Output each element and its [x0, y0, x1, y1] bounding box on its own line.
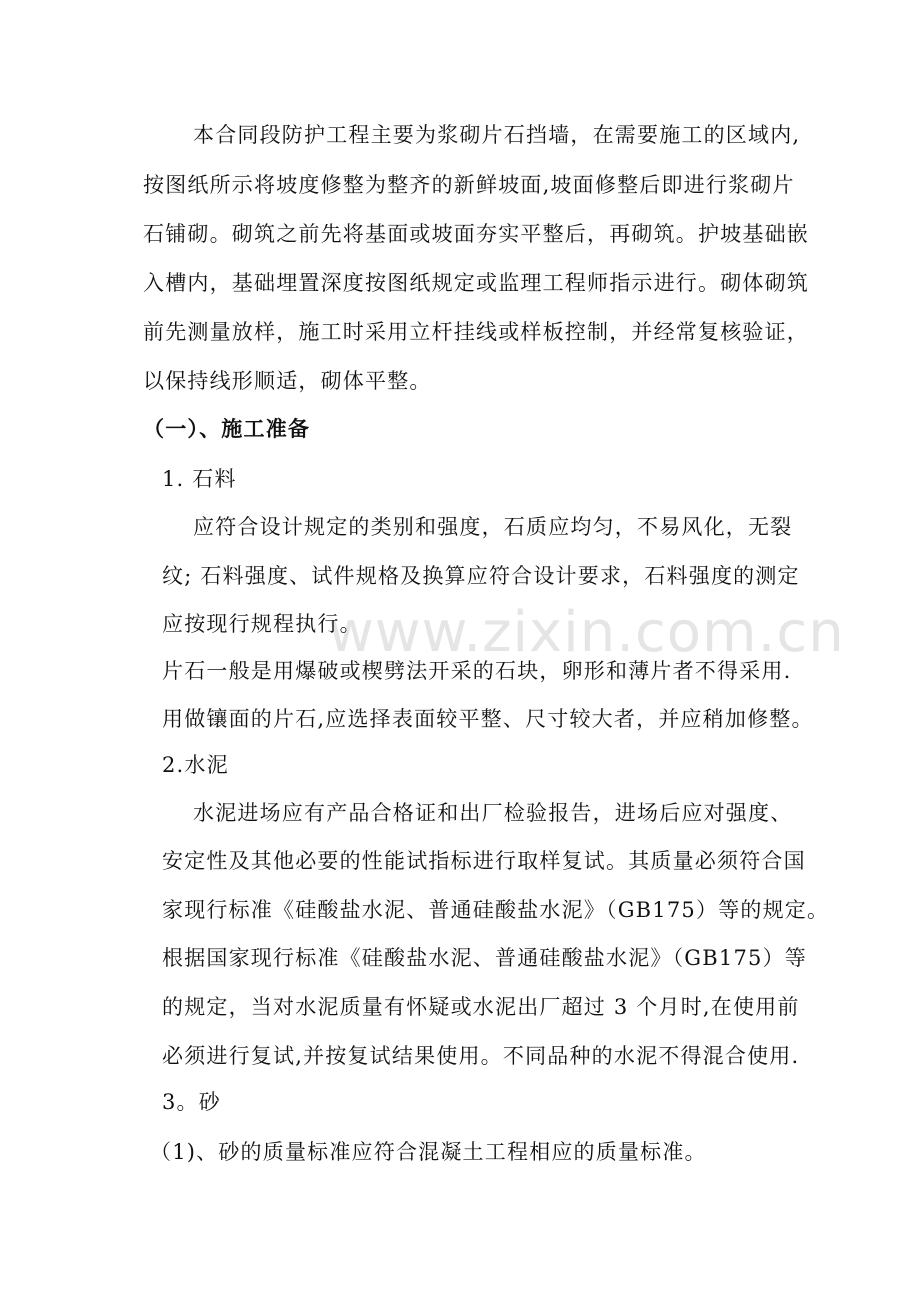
section-heading: （一）、施工准备: [143, 416, 311, 441]
item2-line-1: 水泥进场应有产品合格证和出厂检验报告，进场后应对强度、: [193, 801, 793, 825]
watermark: www.zixin.com.cn: [328, 600, 845, 665]
intro-line-5: 前先测量放样，施工时采用立杆挂线或样板控制，并经常复核验证，: [143, 320, 809, 344]
item2-title: 2.水泥: [162, 753, 229, 777]
item3-line-1: （1)、砂的质量标准应符合混凝土工程相应的质量标准。: [150, 1140, 707, 1164]
item2-line-3: 家现行标准《硅酸盐水泥、普通硅酸盐水泥》（GB175）等的规定。: [162, 898, 830, 922]
item1-line-2: 纹; 石料强度、试件规格及换算应符合设计要求，石料强度的测定: [162, 564, 800, 588]
item2-line-4: 根据国家现行标准《硅酸盐水泥、普通硅酸盐水泥》（GB175）等: [162, 946, 807, 970]
intro-line-3: 石铺砌。砌筑之前先将基面或坡面夯实平整后，再砌筑。护坡基础嵌: [143, 222, 809, 246]
intro-line-4: 入槽内，基础埋置深度按图纸规定或监理工程师指示进行。砌体砌筑: [143, 271, 809, 295]
item2-line-5: 的规定，当对水泥质量有怀疑或水泥出厂超过 3 个月时,在使用前: [162, 995, 800, 1019]
item3-title: 3。砂: [162, 1090, 221, 1114]
item1-line-5: 用做镶面的片石,应选择表面较平整、尺寸较大者，并应稍加修整。: [162, 707, 814, 731]
item1-title: 1. 石料: [162, 467, 237, 491]
item1-line-1: 应符合设计规定的类别和强度，石质应均匀，不易风化，无裂: [193, 515, 793, 539]
item2-line-2: 安定性及其他必要的性能试指标进行取样复试。其质量必须符合国: [162, 849, 806, 873]
item1-line-3: 应按现行规程执行。: [162, 612, 362, 636]
item2-line-6: 必须进行复试,并按复试结果使用。不同品种的水泥不得混合使用.: [162, 1044, 800, 1068]
item1-line-4: 片石一般是用爆破或楔劈法开采的石块，卵形和薄片者不得采用.: [162, 659, 792, 683]
intro-line-2: 按图纸所示将坡度修整为整齐的新鲜坡面,坡面修整后即进行浆砌片: [143, 173, 795, 197]
intro-line-1: 本合同段防护工程主要为浆砌片石挡墙，在需要施工的区域内,: [193, 123, 801, 147]
intro-line-6: 以保持线形顺适，砌体平整。: [143, 369, 432, 393]
